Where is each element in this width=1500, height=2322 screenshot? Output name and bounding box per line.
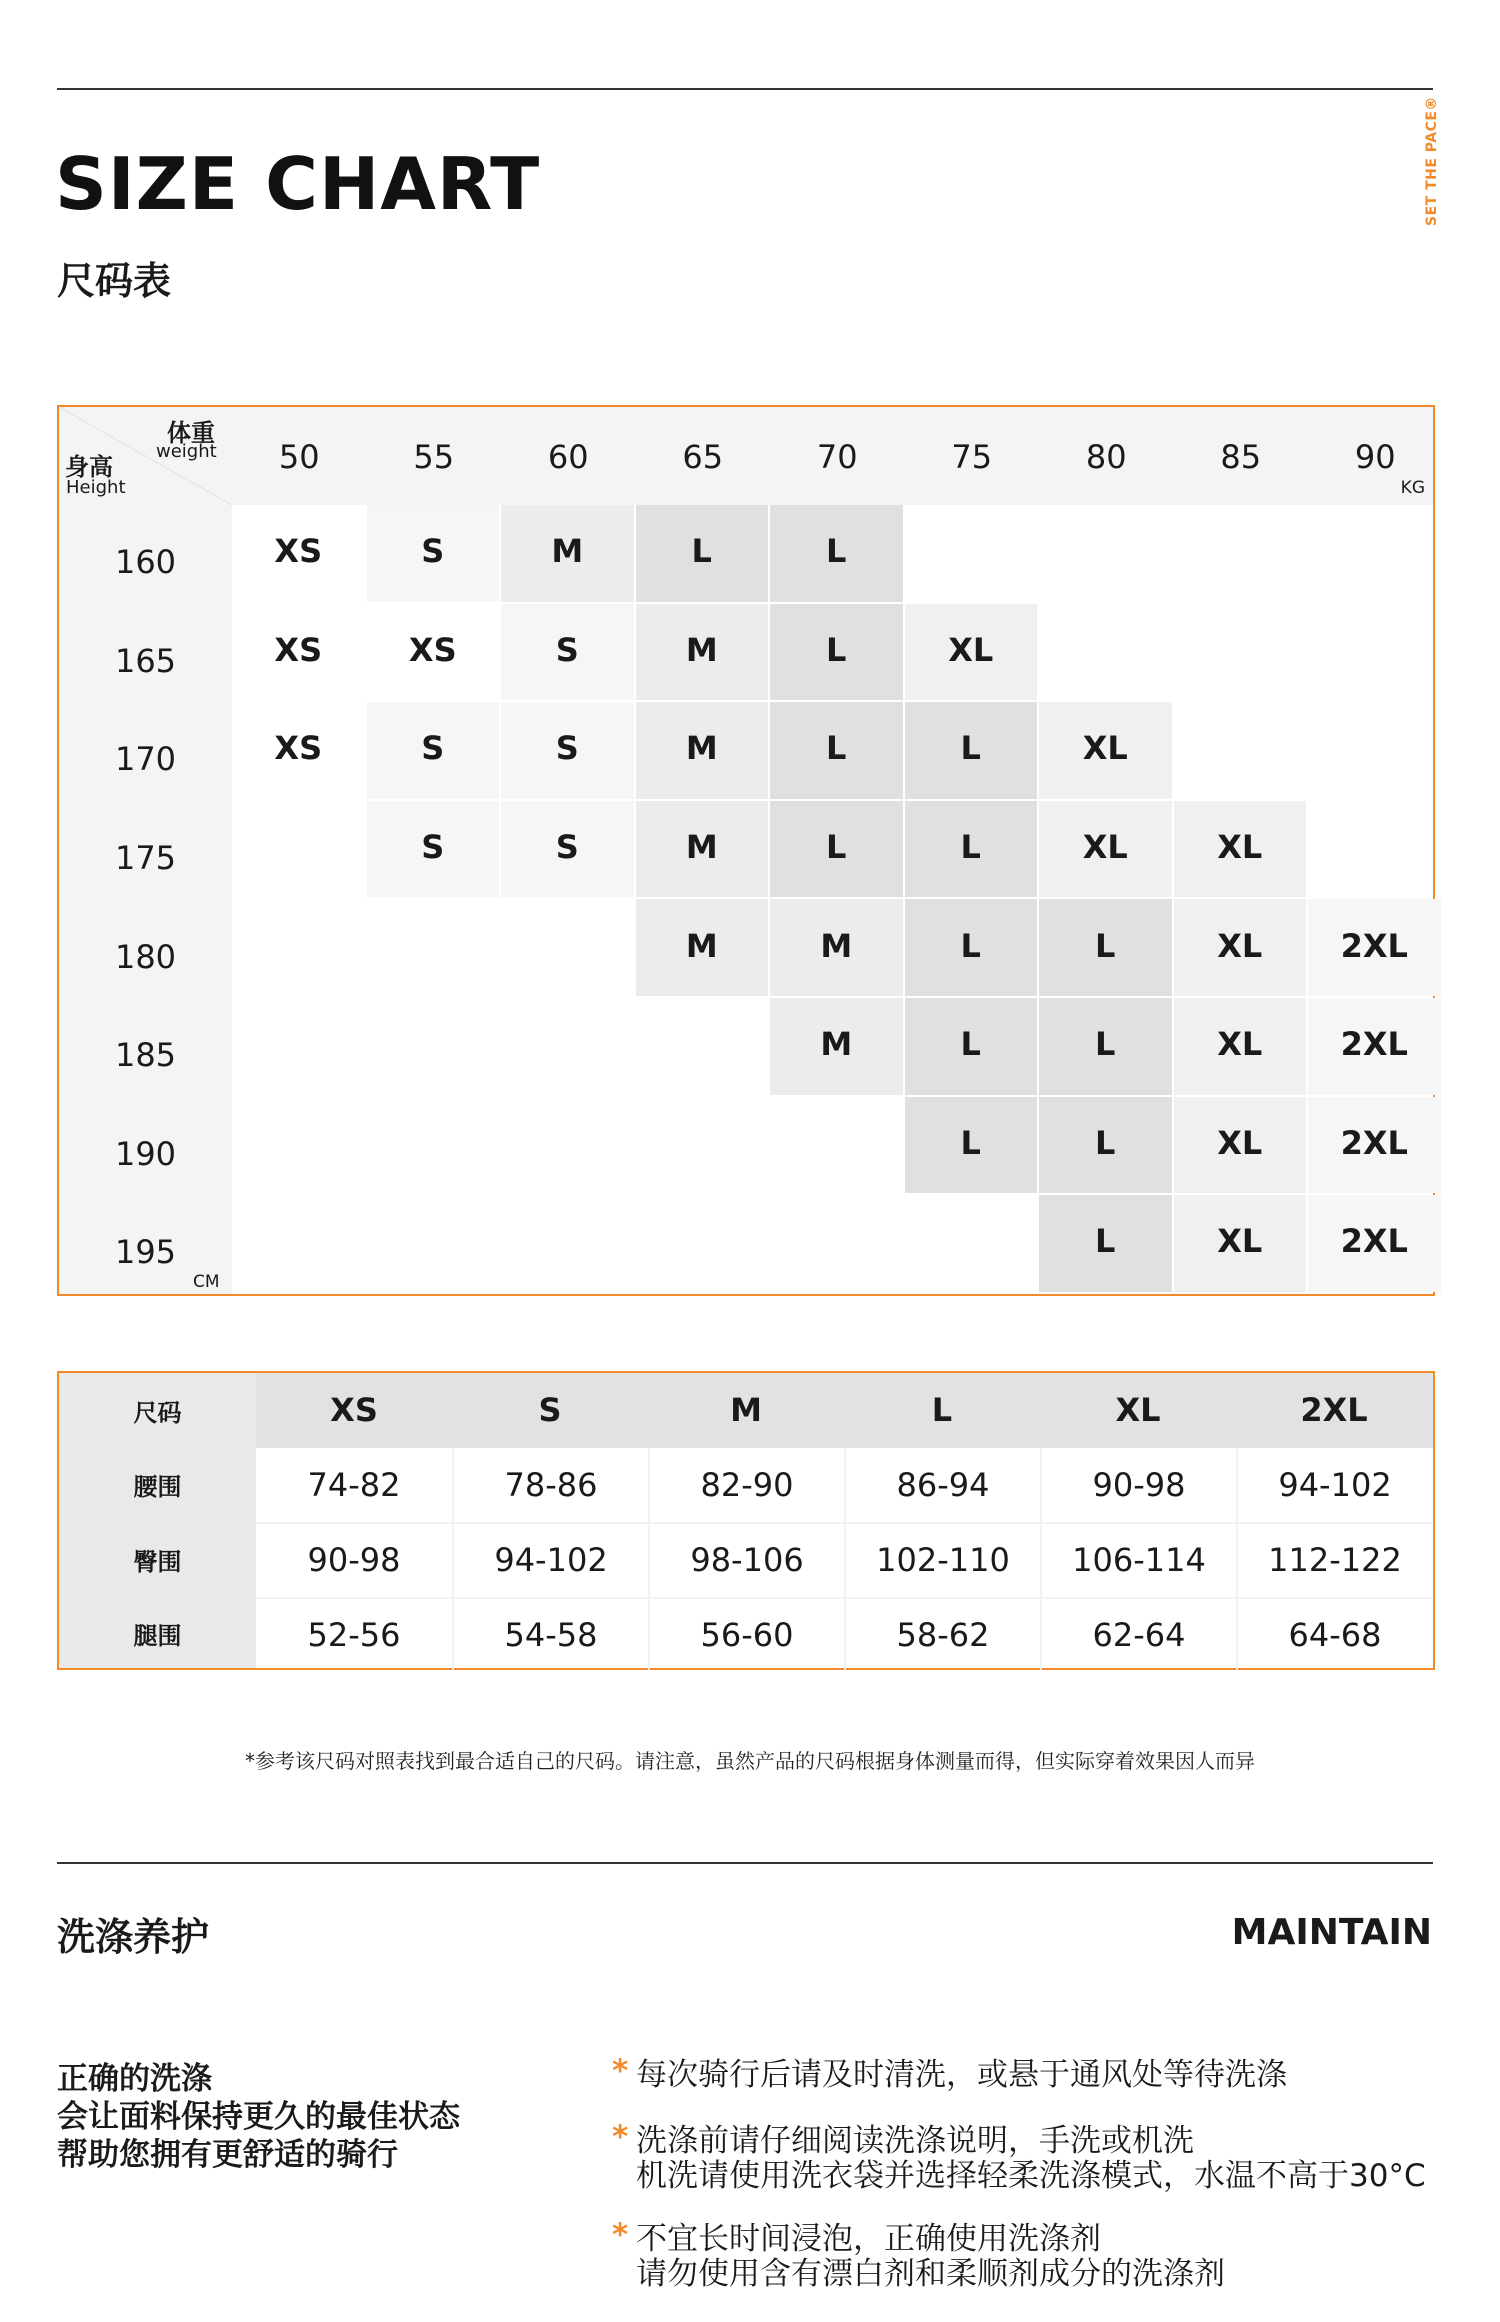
weight-header: 75: [951, 438, 993, 476]
care-intro-line: 帮助您拥有更舒适的骑行: [57, 2137, 398, 2173]
star-bullet-icon: *: [612, 2053, 629, 2089]
measure-value: 74-82: [307, 1465, 401, 1504]
size-cell: M: [636, 801, 769, 898]
size-cell: XS: [232, 702, 365, 799]
size-cell: XL: [1039, 801, 1172, 898]
size-cell: L: [1039, 998, 1172, 1095]
care-tip-line: 不宜长时间浸泡，正确使用洗涤剂: [636, 2221, 1101, 2257]
size-cell: L: [1039, 1195, 1172, 1292]
care-intro-line: 会让面料保持更久的最佳状态: [57, 2099, 460, 2135]
size-cell: L: [905, 702, 1038, 799]
size-column-header: 2XL: [1300, 1391, 1368, 1430]
size-cell: XS: [367, 604, 500, 701]
measure-value: 56-60: [648, 1597, 844, 1672]
size-column-header: S: [538, 1391, 562, 1430]
care-tip-line: 请勿使用含有漂白剂和柔顺剂成分的洗涤剂: [636, 2256, 1225, 2292]
care-rule: [57, 1862, 1433, 1864]
size-cell: L: [905, 899, 1038, 996]
care-title-en: MAINTAIN: [1231, 1912, 1432, 1953]
weight-header: 70: [816, 438, 858, 476]
corner-weight-en: weight: [156, 441, 217, 462]
size-cell: L: [905, 998, 1038, 1095]
size-cell: M: [770, 899, 903, 996]
size-cell: S: [501, 801, 634, 898]
size-cell: S: [501, 702, 634, 799]
weight-header: 60: [547, 438, 589, 476]
care-intro-line: 正确的洗涤: [57, 2061, 212, 2097]
height-header: 165: [114, 641, 177, 680]
care-tip: [612, 2119, 1426, 2194]
size-cell: XS: [232, 604, 365, 701]
care-tip-line: 洗涤前请仔细阅读洗涤说明，手洗或机洗: [636, 2123, 1194, 2159]
measure-value: 98-106: [648, 1522, 844, 1597]
care-tip-line: 机洗请使用洗衣袋并选择轻柔洗涤模式，水温不高于30°C: [636, 2158, 1426, 2194]
size-cell: L: [770, 604, 903, 701]
measure-value: 62-64: [1040, 1597, 1236, 1672]
measure-value: 86-94: [844, 1448, 1040, 1523]
care-intro: [57, 2060, 460, 2174]
brand-tagline: SET THE PACE®: [1424, 96, 1440, 226]
care-tip: [612, 2217, 1225, 2292]
measure-value: 52-56: [256, 1597, 452, 1672]
weight-header: 90: [1354, 438, 1396, 476]
size-cell: M: [636, 604, 769, 701]
size-cell: L: [636, 505, 769, 602]
measure-value: 106-114: [1040, 1522, 1236, 1597]
size-cell: S: [367, 505, 500, 602]
size-cell: 2XL: [1308, 998, 1441, 1095]
weight-header: 80: [1085, 438, 1127, 476]
height-unit: CM: [193, 1272, 220, 1292]
size-column-header: XS: [330, 1391, 378, 1430]
care-tip-line: 每次骑行后请及时清洗，或悬于通风处等待洗涤: [636, 2057, 1287, 2093]
size-grid: [57, 405, 1435, 1296]
height-header: 195: [114, 1233, 177, 1272]
corner-height-cn: 身高: [65, 453, 113, 481]
measure-value: 94-102: [1236, 1448, 1432, 1523]
height-header: 170: [114, 740, 177, 779]
measure-value: 90-98: [1040, 1448, 1236, 1523]
size-cell: XL: [1174, 1097, 1307, 1194]
measure-value: 64-68: [1236, 1597, 1432, 1672]
star-bullet-icon: *: [612, 2119, 629, 2155]
measurement-table: [57, 1371, 1435, 1670]
measure-value: 82-90: [648, 1448, 844, 1523]
size-cell: L: [1039, 899, 1172, 996]
weight-header: 65: [682, 438, 724, 476]
size-cell: S: [367, 801, 500, 898]
size-cell: 2XL: [1308, 899, 1441, 996]
size-cell: L: [1039, 1097, 1172, 1194]
page-title: SIZE CHART: [55, 142, 541, 226]
height-header: 175: [114, 839, 177, 878]
size-cell: S: [367, 702, 500, 799]
size-column-header: XL: [1115, 1391, 1161, 1430]
height-header: 180: [114, 937, 177, 976]
size-cell: XL: [1174, 899, 1307, 996]
weight-header: 55: [413, 438, 455, 476]
size-cell: XL: [1174, 998, 1307, 1095]
measure-value: 90-98: [256, 1522, 452, 1597]
measure-value: 54-58: [452, 1597, 648, 1672]
top-rule: [57, 88, 1433, 90]
size-cell: L: [905, 1097, 1038, 1194]
size-cell: S: [501, 604, 634, 701]
weight-header: 85: [1220, 438, 1262, 476]
size-cell: L: [905, 801, 1038, 898]
size-cell: L: [770, 801, 903, 898]
size-column-header: L: [931, 1391, 953, 1430]
height-header: 185: [114, 1036, 177, 1075]
size-cell: 2XL: [1308, 1097, 1441, 1194]
weight-unit: KG: [1400, 478, 1425, 498]
size-cell: XS: [232, 505, 365, 602]
measure-row-label: 腰围: [133, 1473, 182, 1502]
star-bullet-icon: *: [612, 2217, 629, 2253]
size-cell: XL: [1174, 1195, 1307, 1292]
measure-value: 102-110: [844, 1522, 1040, 1597]
care-tip: [612, 2053, 1287, 2093]
size-cell: M: [770, 998, 903, 1095]
size-cell: L: [770, 702, 903, 799]
corner-weight-cn: 体重: [167, 419, 215, 447]
height-header: 190: [114, 1134, 177, 1173]
size-cell: M: [636, 899, 769, 996]
size-cell: L: [770, 505, 903, 602]
size-cell: M: [501, 505, 634, 602]
measure-value: 112-122: [1236, 1522, 1432, 1597]
measure-value: 58-62: [844, 1597, 1040, 1672]
height-header: 160: [114, 543, 177, 582]
size-cell: XL: [1174, 801, 1307, 898]
measure-value: 94-102: [452, 1522, 648, 1597]
weight-header: 50: [278, 438, 320, 476]
size-column-header: M: [730, 1391, 762, 1430]
care-title: 洗涤养护: [57, 1915, 210, 1959]
size-cell: 2XL: [1308, 1195, 1441, 1292]
measure-header-label: 尺码: [133, 1398, 182, 1427]
size-cell: XL: [905, 604, 1038, 701]
measure-row-label: 臀围: [133, 1547, 182, 1576]
size-cell: XL: [1039, 702, 1172, 799]
measure-value: 78-86: [452, 1448, 648, 1523]
page-subtitle: 尺码表: [57, 259, 172, 303]
measure-row-label: 腿围: [133, 1622, 182, 1651]
corner-height-en: Height: [66, 477, 126, 498]
size-cell: M: [636, 702, 769, 799]
size-note: *参考该尺码对照表找到最合适自己的尺码。请注意，虽然产品的尺码根据身体测量而得，但实际穿着效果因人而异: [245, 1749, 1255, 1773]
